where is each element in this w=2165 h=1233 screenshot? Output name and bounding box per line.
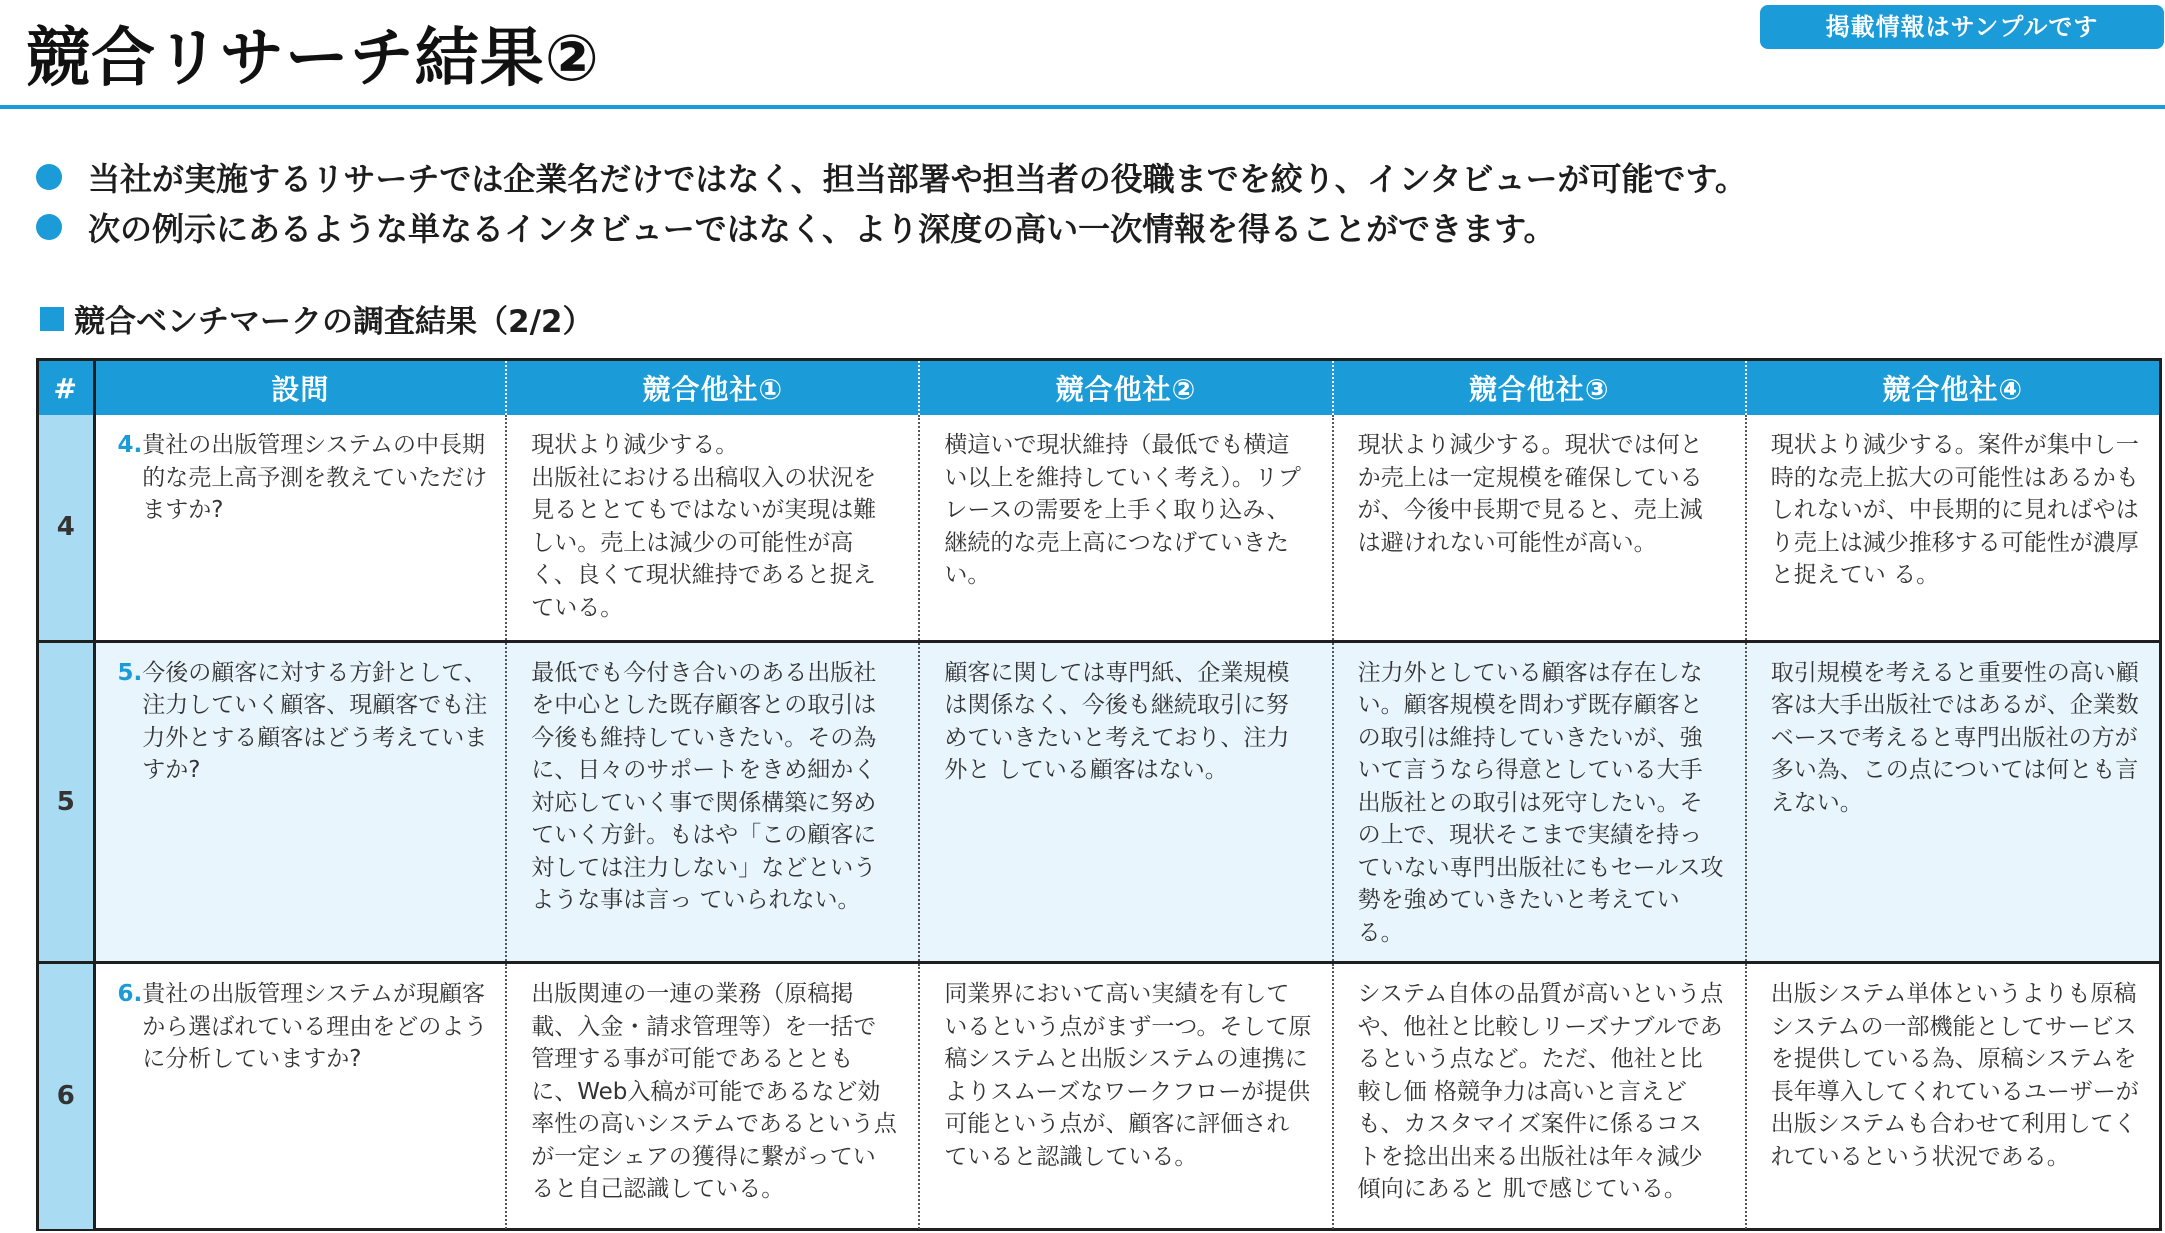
table-row [39,963,2159,1229]
row-number: 6 [39,963,94,1229]
table-row [39,641,2159,963]
square-bullet-icon [40,307,64,331]
answer-cell: 現状より減少する。現状では何とか売上は一定規模を確保しているが、今後中長期で見ると、売上減は避けれない可能性が高い。 [1333,415,1746,641]
bullet-text: 当社が実施するリサーチでは企業名だけではなく、担当部署や担当者の役職までを絞り、インタビューが可能です。 [88,160,1747,198]
question-cell [94,963,506,1229]
header-competitor-3: 競合他社③ [1333,361,1746,415]
title-divider [0,105,2165,109]
bullet-dot-icon [36,214,62,240]
answer-cell: システム自体の品質が高いという点や、他社と比較しリーズナブルであるという点など。ただ、他社と比較し価 格競争力は高いと言えども、カスタマイズ案件に係るコストを捻出出来る出版社は年々減少傾向にあると 肌で感じている。 [1333,963,1746,1229]
section-heading [40,296,593,341]
answer-cell: 顧客に関しては専門紙、企業規模は関係なく、今後も継続取引に努めていきたいと考えており、注力外と している顧客はない。 [919,641,1332,963]
bullet-dot-icon [36,164,62,190]
row-number: 5 [39,641,94,963]
bullet-item [36,202,2146,252]
answer-cell: 注力外としている顧客は存在しない。顧客規模を問わず既存顧客との取引は維持していきたいが、強いて言うなら得意としている大手出版社との取引は死守したい。その上で、現状そこまで実績を持っていない専門出版社にもセールス攻勢を強めていきたいと考えている。 [1333,641,1746,963]
sample-notice-badge: 掲載情報はサンプルです [1760,5,2164,49]
answer-cell: 横這いで現状維持（最低でも横這い以上を維持していく考え）。リプレースの需要を上手く取り込み、継続的な売上高につなげていきたい。 [919,415,1332,641]
question-number: 6. [117,981,143,1007]
question-text: 今後の顧客に対する方針として、注力していく顧客、現顧客でも注力外とする顧客はどう考えていますか? [142,659,488,783]
answer-cell: 現状より減少する。案件が集中し一時的な売上拡大の可能性はあるかもしれないが、中長期的に見ればやはり売上は減少推移する可能性が濃厚と捉えてい る。 [1746,415,2159,641]
header-question: 設問 [94,361,506,415]
bullet-text: 次の例示にあるような単なるインタビューではなく、より深度の高い一次情報を得ることができます。 [88,210,1556,248]
header-number: # [39,361,94,415]
benchmark-table [36,358,2162,1231]
answer-cell: 同業界において高い実績を有しているという点がまず一つ。そして原稿システムと出版システムの連携によりスムーズなワークフローが提供可能という点が、顧客に評価されていると認識している。 [919,963,1332,1229]
row-number: 4 [39,415,94,641]
question-cell [94,415,506,641]
question-text: 貴社の出版管理システムが現顧客から選ばれている理由をどのように分析していますか? [142,981,488,1072]
table-header-row [39,361,2159,415]
answer-cell: 取引規模を考えると重要性の高い顧客は大手出版社ではあるが、企業数ベースで考えると専門出版社の方が多い為、この点については何とも言えない。 [1746,641,2159,963]
header-competitor-4: 競合他社④ [1746,361,2159,415]
bullet-item [36,152,2146,202]
page-title: 競合リサーチ結果② [26,22,600,96]
table-row [39,415,2159,641]
answer-cell: 現状より減少する。 出版社における出稿収入の状況を見るととてもではないが実現は難しい。売上は減少の可能性が高く、良くて現状維持であると捉えている。 [506,415,919,641]
question-number: 4. [117,432,143,458]
question-cell [94,641,506,963]
answer-cell: 出版システム単体というよりも原稿システムの一部機能としてサービスを提供している為、原稿システムを長年導入してくれているユーザーが出版システムも合わせて利用してくれているという状況である。 [1746,963,2159,1229]
answer-cell: 出版関連の一連の業務（原稿掲載、入金・請求管理等）を一括で管理する事が可能であるとともに、Web入稿が可能であるなど効率性の高いシステムであるという点が一定シェアの獲得に繋がっていると自己認識している。 [506,963,919,1229]
header-competitor-1: 競合他社① [506,361,919,415]
summary-bullets [36,152,2146,252]
header-competitor-2: 競合他社② [919,361,1332,415]
answer-cell: 最低でも今付き合いのある出版社を中心とした既存顧客との取引は今後も維持していきたい。その為に、日々のサポートをきめ細かく対応していく事で関係構築に努めていく方針。もはや「この顧客に対しては注力しない」などというような事は言っ ていられない。 [506,641,919,963]
question-text: 貴社の出版管理システムの中長期的な売上高予測を教えていただけますか? [142,432,488,523]
section-heading-text: 競合ベンチマークの調査結果（2/2） [74,304,594,340]
question-number: 5. [117,659,143,686]
